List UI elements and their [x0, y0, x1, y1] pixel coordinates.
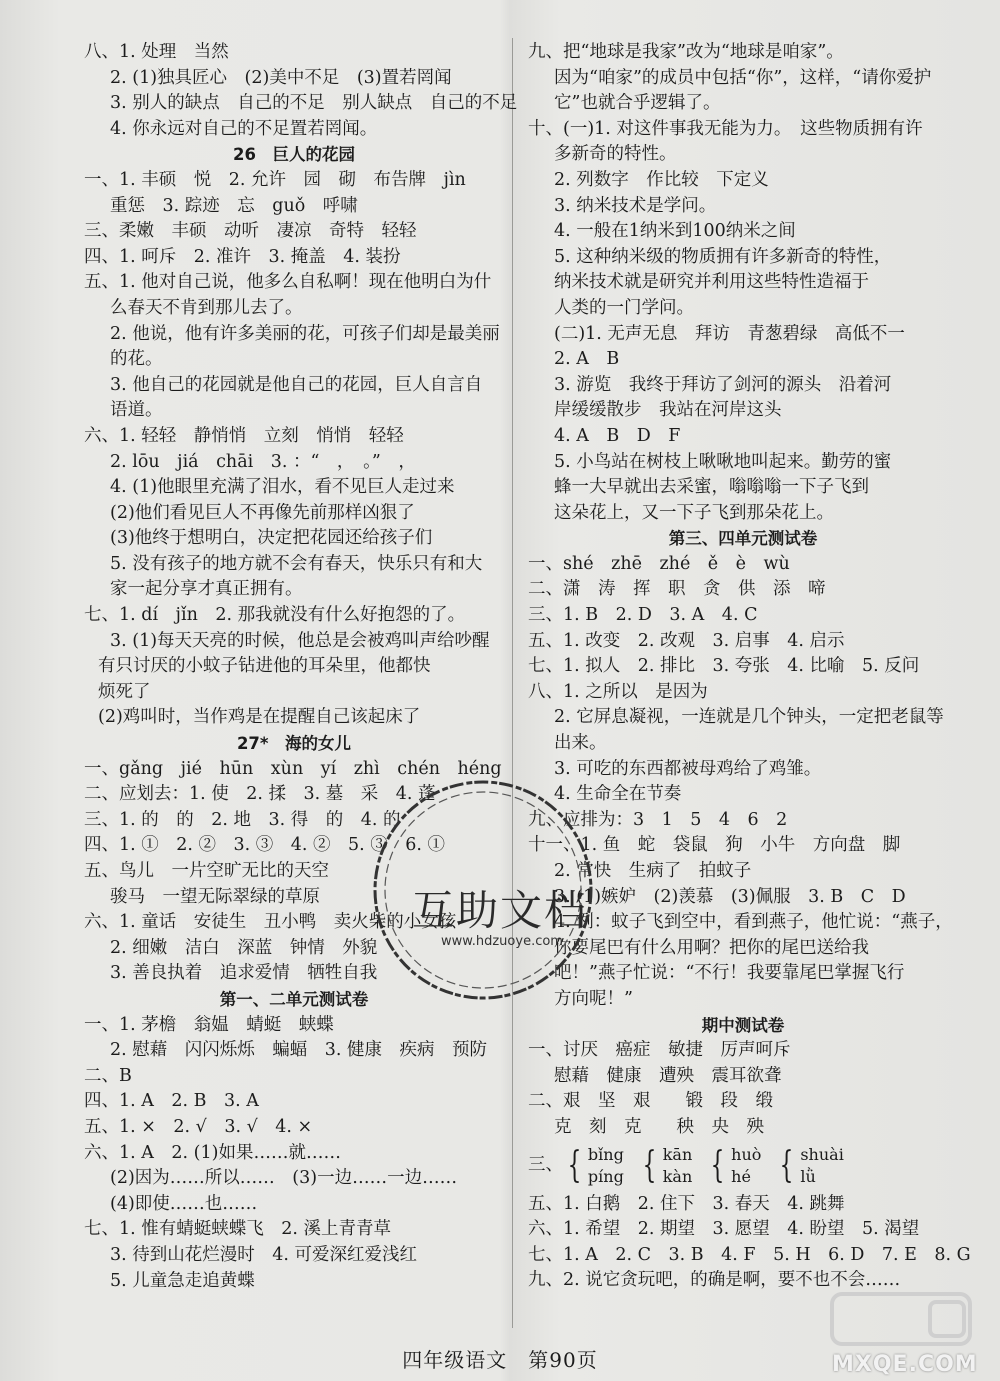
pinyin-brace-row	[528, 1141, 958, 1192]
stamp-url: www.hdzuoye.com	[441, 934, 563, 949]
answer-line: 3. 游览 我终于拜访了剑河的源头 沿着河	[554, 374, 892, 395]
answer-line: 一、1. 丰硕 悦 2. 允许 园 砌 布告牌 jìn	[84, 169, 466, 190]
answer-line: 纳米技术就是研究并利用这些特性造福于	[554, 272, 869, 293]
answer-line: 3. (1)每天天亮的时候，他总是会被鸡叫声给吵醒	[110, 630, 490, 651]
section-title: 第三、四单元测试卷	[668, 529, 818, 549]
section-title: 26 巨人的花园	[233, 145, 355, 165]
answer-line: 七、1. 拟人 2. 排比 3. 夸张 4. 比喻 5. 反问	[528, 656, 920, 677]
answer-line: 2. 它屏息凝视，一连就是几个钟头，一定把老鼠等	[554, 707, 944, 728]
pinyin-bottom: hé	[731, 1167, 751, 1187]
answer-line: 吧！”燕子忙说：“不行！我要靠尾巴掌握飞行	[554, 963, 905, 984]
answer-line: 慰藉 健康 遭殃 震耳欲聋	[554, 1065, 782, 1086]
answer-line: 4. A B D F	[554, 425, 681, 446]
answer-line: (2)他们看见巨人不再像先前那样凶狠了	[110, 502, 415, 523]
answer-line: 一、1. 茅檐 翁媪 蜻蜓 蛱蝶	[84, 1014, 334, 1035]
pinyin-row-prefix: 三、	[528, 1155, 563, 1176]
answer-line: 3. 纳米技术是学问。	[554, 195, 717, 216]
answer-line: 九、2. 说它贪玩吧，的确是啊，要不也不会……	[528, 1270, 901, 1291]
answer-line: 十一、1. 鱼 蛇 袋鼠 狗 小牛 方向盘 脚	[528, 835, 901, 856]
section-title: 第一、二单元测试卷	[219, 989, 369, 1009]
answer-line: 一、讨厌 癌症 敏捷 厉声呵斥	[528, 1040, 791, 1061]
pinyin-group	[638, 1144, 692, 1188]
answer-line: 2. 慰藉 闪闪烁烁 蝙蝠 3. 健康 疾病 预防	[110, 1040, 488, 1061]
answer-line: 出来。	[554, 733, 607, 754]
column-divider	[512, 38, 513, 1328]
answer-line: 家一起分享才真正拥有。	[110, 579, 303, 600]
pinyin-group	[775, 1144, 843, 1188]
answer-line: 骏马 一望无际翠绿的草原	[110, 886, 320, 907]
answer-line: 2. (1)独具匠心 (2)美中不足 (3)置若罔闻	[110, 67, 452, 88]
answer-line: 语道。	[110, 400, 163, 421]
answer-line: 重惩 3. 踪迹 忘 guǒ 呼啸	[110, 195, 358, 216]
answer-line: (二)1. 无声无息 拜访 青葱碧绿 高低不一	[554, 323, 905, 344]
left-column	[84, 40, 518, 1294]
answer-line: 二、潇 涛 挥 职 贪 供 添 啼	[528, 579, 826, 600]
answer-line: 五、鸟儿 一片空旷无比的天空	[84, 861, 329, 881]
answer-line: 二、艰 坚 艰 锻 段 缎	[528, 1091, 773, 1112]
answer-line: 五、1. 他对自己说，他多么自私啊！现在他明白为什	[84, 272, 492, 293]
right-column	[528, 40, 971, 1294]
answer-line: 十、(一)1. 对这件事我无能为力。 这些物质拥有许	[528, 118, 923, 139]
answer-line: 2. lōu jiá chāi 3. ：“ ， 。” ，	[110, 451, 416, 472]
answer-line: 人类的一门学问。	[554, 297, 694, 318]
answer-line: 岸缓缓散步 我站在河岸这头	[554, 400, 782, 421]
answer-line: 九、应排为：3 1 5 4 6 2	[528, 809, 788, 830]
answer-line: 七、1. dí jǐn 2. 那我就没有什么好抱怨的了。	[84, 605, 466, 626]
answer-line: 2. 细嫩 洁白 深蓝 钟情 外貌	[110, 937, 378, 958]
pinyin-top: bǐng	[587, 1145, 624, 1165]
answer-line: 九、把“地球是我家”改为“地球是咱家”。	[528, 42, 844, 62]
answer-line: 5. 这种纳米级的物质拥有许多新奇的特性，	[554, 246, 892, 267]
brace-icon: {	[567, 1145, 582, 1187]
answer-line: (2)鸡叫时，当作鸡是在提醒自己该起床了	[98, 707, 421, 728]
answer-line: 七、1. 惟有蜻蜓蛱蝶飞 2. 溪上青青草	[84, 1219, 392, 1240]
answer-line: 2. 他说，他有许多美丽的花，可孩子们却是最美丽	[110, 323, 500, 344]
pinyin-top: kān	[662, 1145, 693, 1165]
brace-icon: {	[642, 1145, 657, 1187]
answer-line: 一、gǎng jié hūn xùn yí zhì chén héng	[84, 758, 502, 779]
answer-line: 这朵花上，又一下子飞到那朵花上。	[554, 502, 834, 523]
answer-line: 么春天不肯到那儿去了。	[110, 297, 303, 318]
answer-line: 四、1. ① 2. ② 3. ③ 4. ② 5. ③ 6. ①	[84, 835, 446, 856]
answer-line: 2. A B	[554, 349, 620, 370]
answer-line: 方向呢！”	[554, 988, 633, 1009]
answer-line: 3. (1)嫉妒 (2)羡慕 (3)佩服 3. B C D	[554, 886, 906, 907]
answer-line: 因为“咱家”的成员中包括“你”，这样，“请你爱护	[554, 67, 932, 88]
answer-line: 五、1. 白鹅 2. 住下 3. 春天 4. 跳舞	[528, 1193, 845, 1214]
site-logo-url: MXQE.COM	[832, 1352, 978, 1377]
answer-line: 二、应划去：1. 使 2. 揉 3. 墓 采 4. 蓬	[84, 784, 436, 805]
answer-line: 4. 一般在1纳米到100纳米之间	[554, 221, 796, 242]
right-column-lower	[528, 1192, 971, 1294]
answer-line: (4)即使……也……	[110, 1193, 258, 1214]
stamp-name: 互助文档	[411, 886, 588, 935]
answer-line: 4. (1)他眼里充满了泪水，看不见巨人走过来	[110, 477, 455, 498]
answer-line: 5. 儿童急走追黄蝶	[110, 1270, 255, 1291]
answer-line: 一、shé zhē zhé ě è wù	[528, 553, 790, 574]
answer-line: 五、1. × 2. √ 3. √ 4. ×	[84, 1116, 313, 1137]
answer-line: 有只讨厌的小蚊子钻进他的耳朵里，他都快	[98, 656, 431, 677]
answer-line: 的花。	[110, 349, 163, 370]
pinyin-top: huò	[731, 1145, 762, 1165]
answer-line: 3. 可吃的东西都被母鸡给了鸡雏。	[554, 758, 822, 779]
answer-line: 三、柔嫩 丰硕 动听 凄凉 奇特 轻轻	[84, 221, 417, 242]
answer-line: 六、1. 童话 安徒生 丑小鸭 卖火柴的小女孩	[84, 912, 457, 933]
answer-line: 三、1. B 2. D 3. A 4. C	[528, 605, 758, 626]
answer-line: 5. 小鸟站在树枝上啾啾地叫起来。勤劳的蜜	[554, 451, 892, 472]
pinyin-group	[563, 1144, 624, 1188]
answer-line: 六、1. 希望 2. 期望 3. 愿望 4. 盼望 5. 渴望	[528, 1219, 920, 1240]
answer-line: 四、1. 呵斥 2. 准许 3. 掩盖 4. 装扮	[84, 246, 401, 267]
answer-line: 多新奇的特性。	[554, 144, 677, 165]
answer-line: 二、B	[84, 1065, 132, 1086]
answer-line: 克 刻 克 秧 央 殃	[554, 1116, 764, 1137]
answer-line: 4. 生命全在节奏	[554, 784, 682, 805]
answer-line: 3. 别人的缺点 自己的不足 别人缺点 自己的不足	[110, 93, 518, 114]
answer-line: 五、1. 改变 2. 改观 3. 启事 4. 启示	[528, 630, 845, 651]
answer-line: 2. 列数字 作比较 下定义	[554, 169, 769, 190]
answer-line: 4. 例：蚊子飞到空中，看到燕子，他忙说：“燕子，	[554, 912, 953, 933]
answer-line: 蜂一大早就出去采蜜，嗡嗡嗡一下子飞到	[554, 477, 869, 498]
answer-line: 三、1. 的 的 2. 地 3. 得 的 4. 的	[84, 809, 401, 830]
pinyin-bottom: lǜ	[800, 1167, 816, 1187]
answer-line: 5. 没有孩子的地方就不会有春天，快乐只有和大	[110, 553, 483, 574]
answer-line: 八、1. 之所以 是因为	[528, 681, 708, 702]
brace-icon: {	[780, 1145, 794, 1187]
page-footer: 四年级语文 第90页	[402, 1348, 598, 1372]
answer-line: 六、1. A 2. (1)如果……就……	[84, 1142, 341, 1163]
pinyin-group	[706, 1144, 761, 1188]
answer-line: 八、1. 处理 当然	[84, 42, 229, 62]
section-title: 期中测试卷	[701, 1015, 785, 1035]
answer-line: 它”也就合乎逻辑了。	[554, 93, 721, 114]
section-title: 27* 海的女儿	[236, 734, 352, 754]
answer-line: 六、1. 轻轻 静悄悄 立刻 悄悄 轻轻	[84, 425, 404, 446]
answer-line: 3. 善良执着 追求爱情 牺牲自我	[110, 963, 378, 984]
answer-line: 3. 他自己的花园就是他自己的花园，巨人自言自	[110, 374, 483, 395]
answer-line: 烦死了	[98, 681, 151, 702]
answer-line: (3)他终于想明白，决定把花园还给孩子们	[110, 528, 433, 549]
pinyin-bottom: píng	[587, 1167, 624, 1187]
pinyin-top: shuài	[800, 1145, 844, 1165]
answer-line: (2)因为……所以…… (3)一边……一边……	[110, 1168, 458, 1189]
answer-line: 3. 待到山花烂漫时 4. 可爱深红爱浅红	[110, 1244, 418, 1265]
answer-line: 四、1. A 2. B 3. A	[84, 1091, 259, 1112]
answer-line: 七、1. A 2. C 3. B 4. F 5. H 6. D 7. E 8. G	[528, 1244, 971, 1265]
answer-line: 4. 你永远对自己的不足置若罔闻。	[110, 118, 378, 139]
brace-icon: {	[710, 1145, 725, 1187]
answer-line: 2. 常快 生病了 拍蚊子	[554, 861, 752, 881]
pinyin-bottom: kàn	[662, 1167, 693, 1187]
answer-line: 你要尾巴有什么用啊？把你的尾巴送给我	[554, 937, 869, 958]
